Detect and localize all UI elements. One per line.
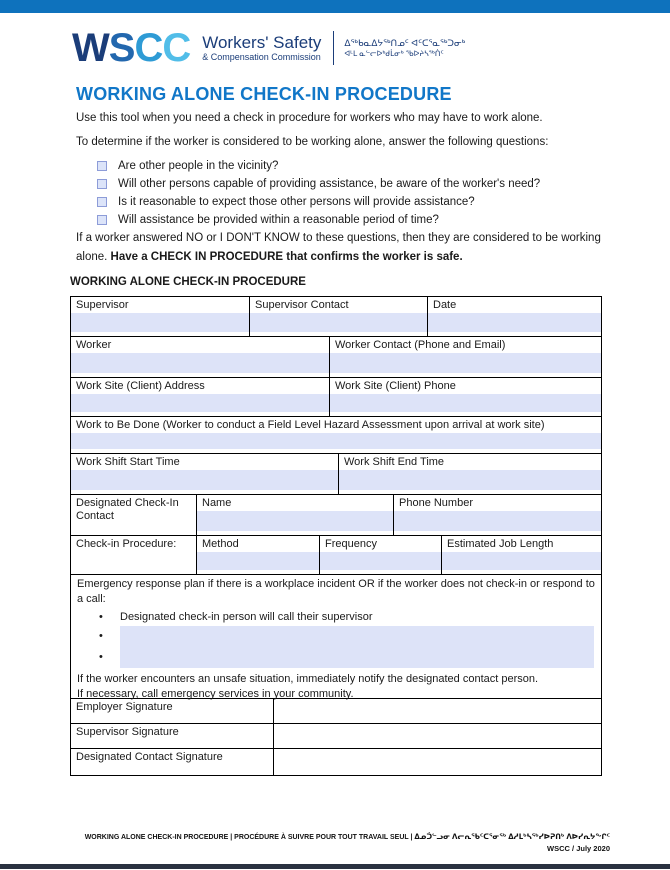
checkbox-icon[interactable] [97, 197, 107, 207]
worker-input[interactable] [71, 353, 329, 373]
frequency-input[interactable] [320, 552, 441, 570]
logo-letter: S [108, 26, 135, 70]
phone-number-input[interactable] [394, 511, 601, 531]
logo-inuktitut-text [344, 37, 465, 59]
job-length-field [441, 536, 601, 574]
shift-start-field [71, 454, 338, 494]
worksite-address-label: Work Site (Client) Address [76, 380, 205, 392]
checkin-procedure-field [71, 536, 196, 574]
designated-contact-label: Designated Check-In Contact [76, 497, 179, 522]
conclusion-normal: If a worker answered NO or I DON'T KNOW to these questions, then they are considered to be working alone. [76, 232, 601, 263]
work-to-be-done-label: Work to Be Done (Worker to conduct a Field Level Hazard Assessment upon arrival at work site) [76, 419, 545, 431]
worksite-phone-input[interactable] [330, 394, 601, 412]
checkbox-icon[interactable] [97, 179, 107, 189]
table-row [71, 748, 601, 775]
phone-number-field [393, 495, 601, 535]
frequency-label: Frequency [325, 538, 377, 550]
worker-contact-input[interactable] [330, 353, 601, 373]
name-field [196, 495, 393, 535]
logo-letter: C [162, 26, 191, 70]
name-input[interactable] [197, 511, 393, 531]
supervisor-signature-field [71, 724, 273, 748]
worksite-address-input[interactable] [71, 394, 329, 412]
checkbox-icon[interactable] [97, 161, 107, 171]
method-label: Method [202, 538, 239, 550]
shift-start-input[interactable] [71, 470, 338, 490]
employer-signature-field [71, 699, 273, 723]
emergency-note-2: If necessary, call emergency services in your community. [77, 688, 354, 700]
question-item [97, 157, 540, 175]
supervisor-contact-field [249, 297, 427, 336]
conclusion-paragraph [76, 229, 604, 266]
supervisor-field [71, 297, 249, 336]
question-list [97, 157, 540, 229]
footer-title-line: WORKING ALONE CHECK-IN PROCEDURE | PROCÉDURE À SUIVRE POUR TOUT TRAVAIL SEUL | ᐃᓄᑑᓪᓗᓂ ᐱᓕᕆᖃᑦᑕᕐᓂᖅ ᐃᓱᒪᒃᓴᖅᓯᐅᕈᑎᒃ ᐱᐅᓯᕆᔭᖏᑦ [84, 834, 610, 841]
inuktitut-line1: ᐃᖅᑲᓇᐃᔭᖅᑎᓄᑦ ᐊᑦᑕᕐᓇᖅᑐᓂᒃ [344, 38, 466, 48]
bullet-icon [99, 610, 120, 625]
emergency-plan-input[interactable] [120, 626, 594, 668]
question-label: Will other persons capable of providing assistance, be aware of the worker's need? [118, 178, 541, 190]
designated-signature-label: Designated Contact Signature [76, 751, 223, 763]
question-label: Is it reasonable to expect those other persons will provide assistance? [118, 196, 475, 208]
worksite-phone-field [329, 378, 601, 416]
table-row [71, 723, 601, 748]
supervisor-signature-box[interactable] [273, 724, 601, 748]
supervisor-contact-input[interactable] [250, 313, 427, 332]
emergency-note-1: If the worker encounters an unsafe situation, immediately notify the designated contact person. [77, 673, 539, 685]
table-row [71, 416, 601, 453]
footer-version: WSCC / July 2020 [547, 844, 610, 853]
inuktitut-line2: ᐊᒻᒪ ᓇᓪᓕᐅᒃᑯᒫᓂᒃ ᖃᐅᔨᓴᖅᑏᑦ [344, 49, 444, 58]
designated-signature-field [71, 749, 273, 775]
employer-signature-box[interactable] [273, 699, 601, 723]
method-field [196, 536, 319, 574]
frequency-field [319, 536, 441, 574]
designated-signature-box[interactable] [273, 749, 601, 775]
method-input[interactable] [197, 552, 319, 570]
question-label: Will assistance be provided within a reasonable period of time? [118, 214, 439, 226]
worksite-phone-label: Work Site (Client) Phone [335, 380, 456, 392]
logo-tagline-line1: Workers' Safety [202, 33, 322, 52]
emergency-intro: Emergency response plan if there is a workplace incident OR if the worker does not check-in or respond to a call: [77, 578, 595, 605]
shift-end-label: Work Shift End Time [344, 456, 445, 468]
question-item [97, 175, 540, 193]
table-row [71, 297, 601, 336]
table-row [71, 377, 601, 416]
table-row [71, 535, 601, 574]
intro-paragraph: Use this tool when you need a check in procedure for workers who may have to work alone. [76, 112, 543, 124]
emergency-bullet-inputs [99, 626, 595, 668]
worker-contact-field [329, 337, 601, 377]
question-item [97, 193, 540, 211]
designated-contact-field [71, 495, 196, 535]
checkin-procedure-label: Check-in Procedure: [76, 538, 177, 550]
work-to-be-done-field [71, 417, 601, 453]
logo-tagline-line2: & Compensation Commission [202, 52, 321, 62]
work-to-be-done-input[interactable] [71, 433, 601, 449]
page-title: WORKING ALONE CHECK-IN PROCEDURE [76, 84, 452, 104]
shift-end-field [338, 454, 601, 494]
date-field [427, 297, 601, 336]
supervisor-label: Supervisor [76, 299, 129, 311]
emergency-bullet-text: Designated check-in person will call their supervisor [120, 610, 373, 623]
name-label: Name [202, 497, 232, 509]
table-row [71, 698, 601, 723]
logo-letter: C [134, 26, 163, 70]
conclusion-bold: Have a CHECK IN PROCEDURE that confirms the worker is safe. [110, 250, 463, 263]
date-label: Date [433, 299, 457, 311]
supervisor-input[interactable] [71, 313, 249, 332]
table-row [71, 494, 601, 535]
question-item [97, 211, 540, 229]
supervisor-contact-label: Supervisor Contact [255, 299, 349, 311]
employer-signature-label: Employer Signature [76, 701, 173, 713]
logo-tagline [202, 33, 321, 63]
emergency-bullet-item [99, 609, 595, 625]
supervisor-signature-label: Supervisor Signature [76, 726, 179, 738]
top-accent-bar [0, 0, 670, 13]
phone-number-label: Phone Number [399, 497, 473, 509]
checkin-form-table [70, 296, 602, 776]
job-length-input[interactable] [442, 552, 601, 570]
shift-start-label: Work Shift Start Time [76, 456, 180, 468]
job-length-label: Estimated Job Length [447, 538, 554, 550]
form-section-heading: WORKING ALONE CHECK-IN PROCEDURE [70, 276, 306, 288]
table-row [71, 574, 601, 698]
checkbox-icon[interactable] [97, 215, 107, 225]
determine-paragraph: To determine if the worker is considered to be working alone, answer the following questions: [76, 136, 549, 148]
shift-end-input[interactable] [339, 470, 601, 490]
worksite-address-field [71, 378, 329, 416]
emergency-plan-field [71, 575, 601, 698]
bullet-icons [99, 626, 120, 668]
question-label: Are other people in the vicinity? [118, 160, 279, 172]
bottom-accent-bar [0, 864, 670, 869]
logo-divider [333, 31, 334, 65]
logo-letter: W [72, 26, 109, 70]
wscc-wordmark-icon [72, 26, 190, 70]
worker-field [71, 337, 329, 377]
table-row [71, 336, 601, 377]
wscc-logo [72, 26, 465, 70]
worker-contact-label: Worker Contact (Phone and Email) [335, 339, 506, 351]
date-input[interactable] [428, 313, 601, 332]
worker-label: Worker [76, 339, 112, 351]
table-row [71, 453, 601, 494]
